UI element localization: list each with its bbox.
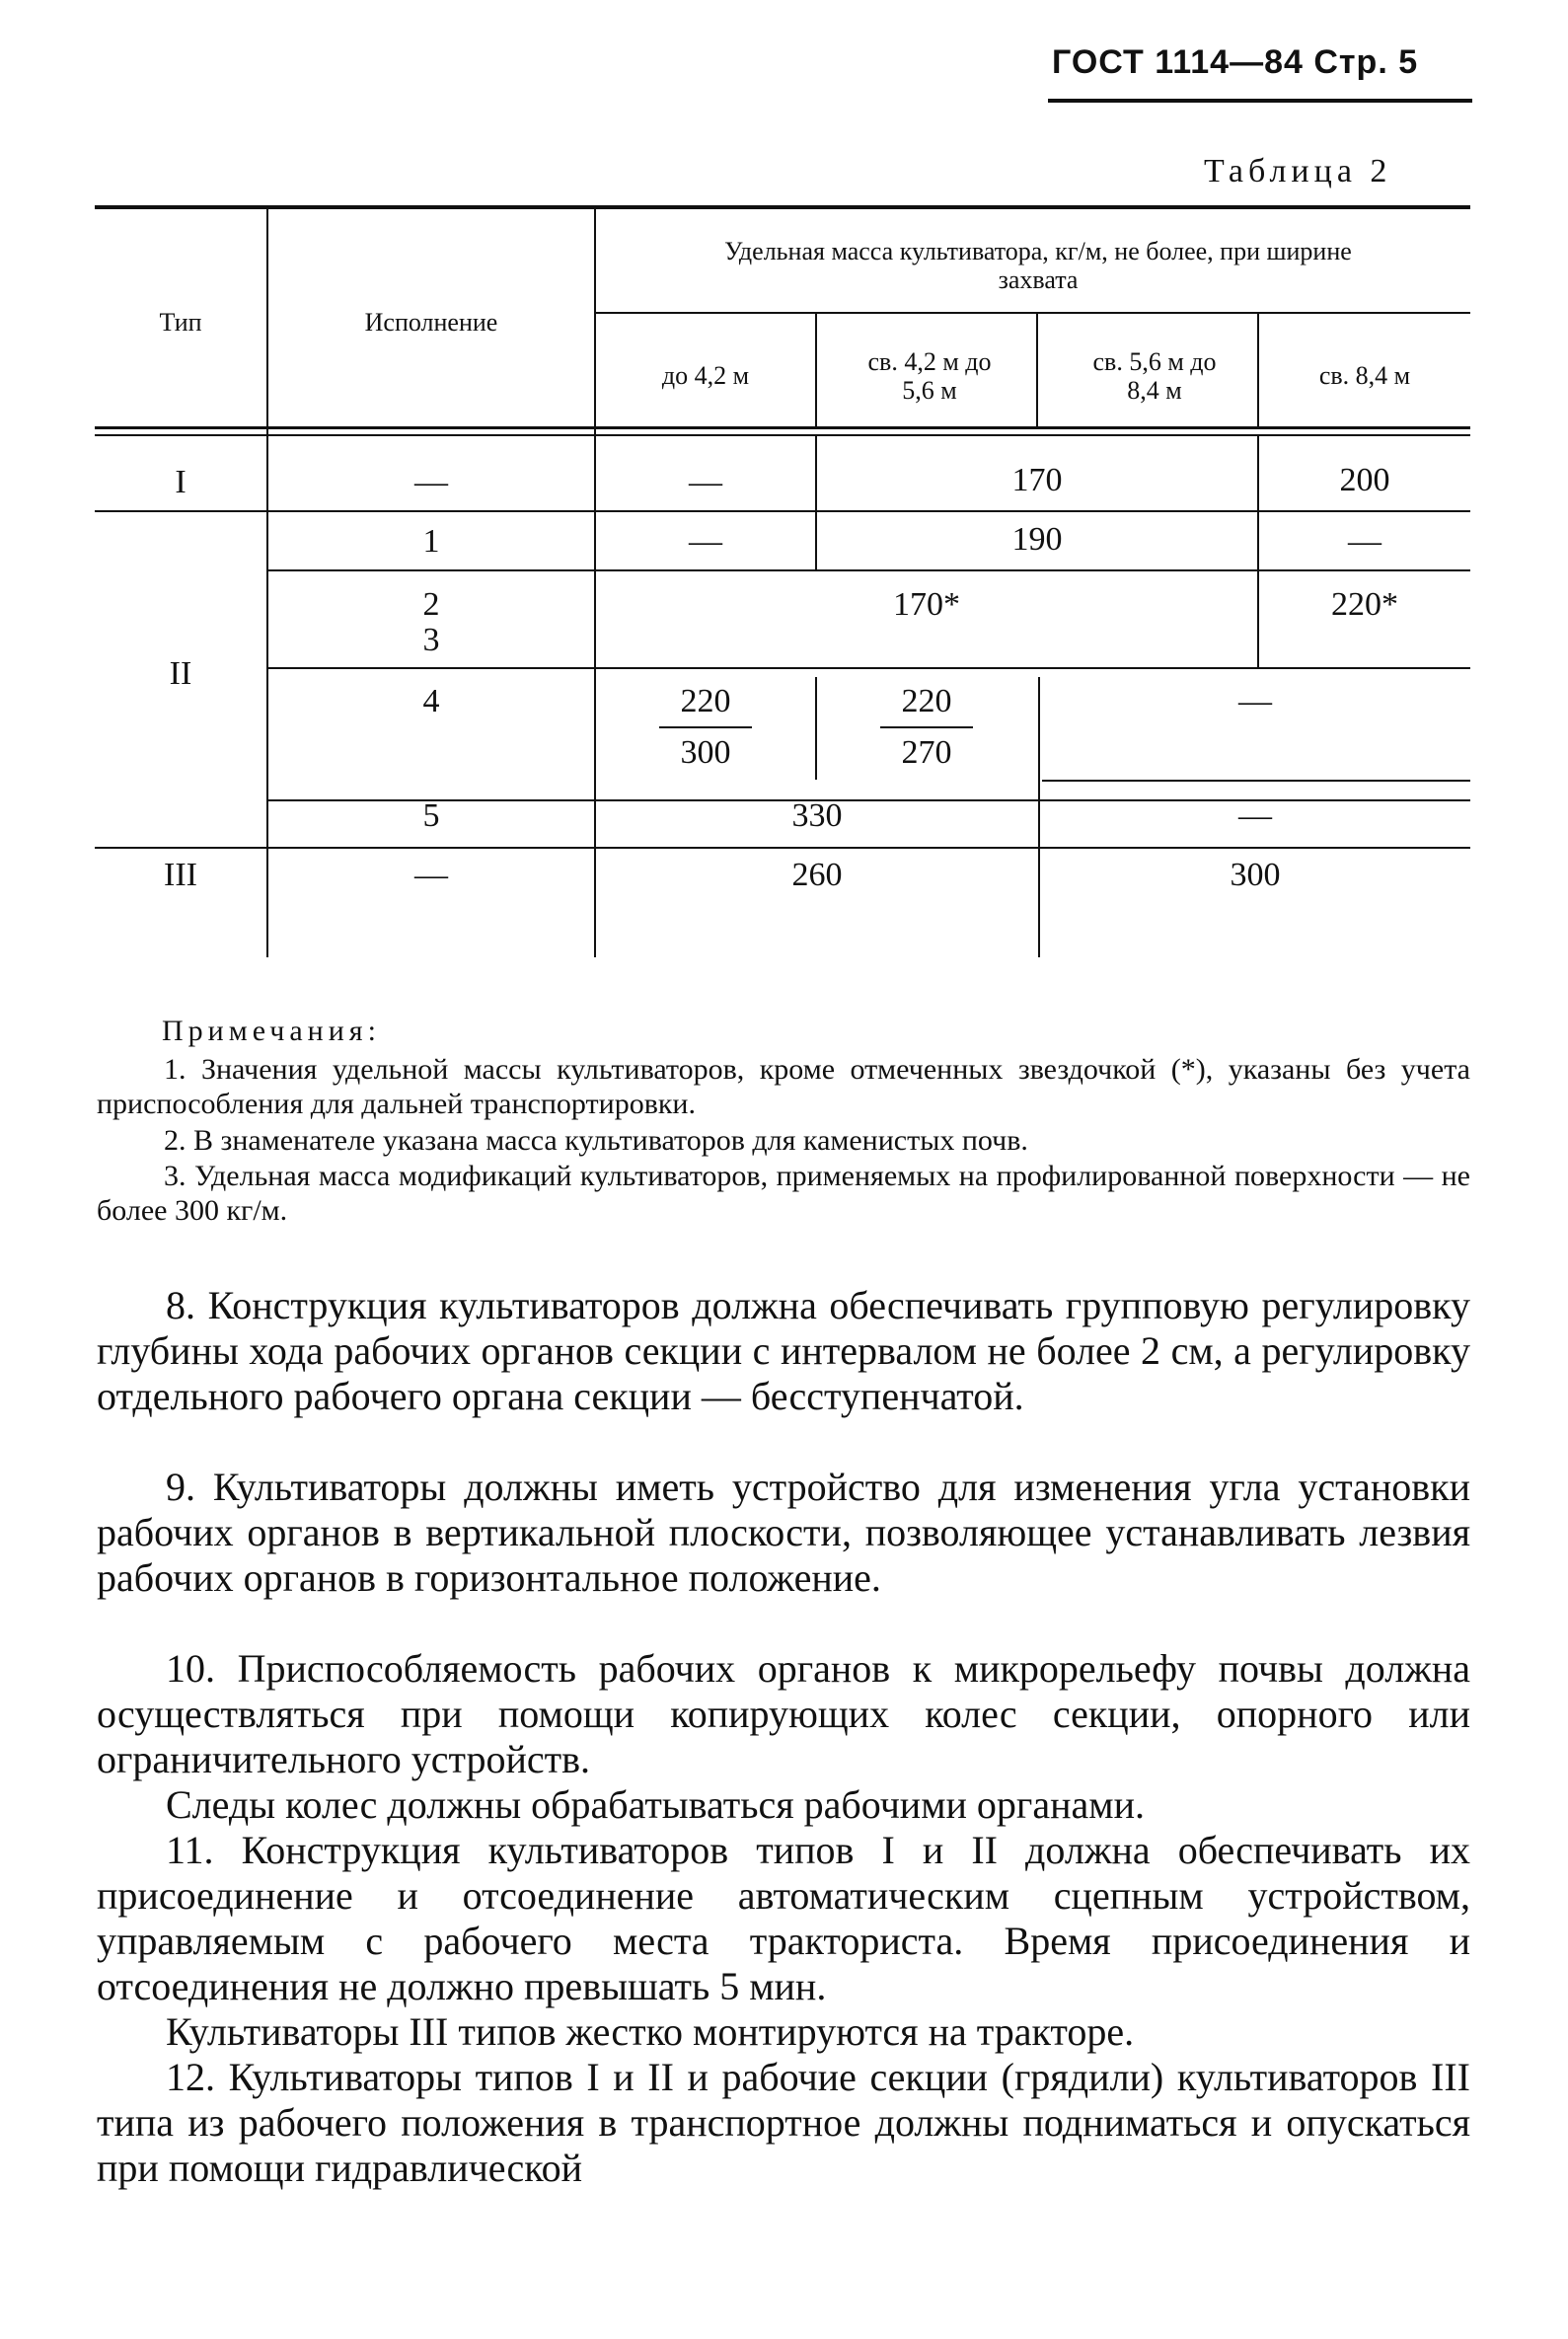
row2-variant: 1 xyxy=(422,523,440,560)
row4-col2-fraction-bar xyxy=(880,726,973,728)
row5-variant: 5 xyxy=(422,797,440,834)
col-rule-1-head xyxy=(815,312,817,426)
row-rule-5 xyxy=(95,847,1470,849)
row-rule-2 xyxy=(266,569,1470,571)
paragraph-11: 11. Конструкция культиваторов типов I и II должна обеспечивать их присоединение и отсоединение автоматическим сцепным устройством, управляемым с рабочего места тракториста. Время присоединения и отсоединения не должно превышать 5 мин. xyxy=(97,1828,1470,2008)
note-2: 2. В знаменателе указана масса культиваторов для каменистых почв. xyxy=(164,1124,1028,1157)
header-sub-rule xyxy=(596,312,1470,314)
row-rule-1 xyxy=(95,510,1470,512)
row1-type: I xyxy=(175,464,187,500)
note-1: 1. Значения удельной массы культиваторов, кроме отмеченных звездочкой (*), указаны без учета приспособления для дальней транспортировки. xyxy=(97,1053,1470,1120)
paragraph-8: 8. Конструкция культиваторов должна обеспечивать групповую регулировку глубины хода рабочих органов секции с интервалом не более 2 см, а регулировку отдельного рабочего органа секции — бесступенчатой. xyxy=(97,1283,1470,1418)
row6-type: III xyxy=(164,857,197,893)
header-variant: Исполнение xyxy=(364,308,498,337)
row4-col1-fraction-bar xyxy=(659,726,752,728)
header-col-3: св. 5,6 м до 8,4 м xyxy=(1092,347,1217,405)
notes-title: Примечания: xyxy=(162,1015,381,1047)
table-top-rule xyxy=(95,205,1470,209)
header-col-1: до 4,2 м xyxy=(661,361,750,390)
header-type: Тип xyxy=(159,308,202,337)
header-rule xyxy=(1048,99,1472,103)
row4-col1-denominator: 300 xyxy=(680,734,731,771)
row2-col4: — xyxy=(1348,523,1381,560)
header-bottom-rule-2 xyxy=(95,434,1470,436)
row3-variant-a: 2 xyxy=(422,586,440,623)
row4-col2-denominator: 270 xyxy=(901,734,952,771)
type-ii: II xyxy=(169,655,192,692)
header-col-4: св. 8,4 м xyxy=(1318,361,1411,390)
col-rule-variant xyxy=(594,207,596,957)
note-3: 3. Удельная масса модификаций культиваторов, применяемых на профилированной поверхности — не более 300 кг/м. xyxy=(97,1160,1470,1227)
row2-col23: 190 xyxy=(1011,521,1063,558)
header-col-2: св. 4,2 м до 5,6 м xyxy=(867,347,992,405)
row1-variant: — xyxy=(414,464,448,500)
row4-variant: 4 xyxy=(422,683,440,719)
row3-col4: 220* xyxy=(1331,586,1398,623)
row1-col4: 200 xyxy=(1339,462,1390,498)
page-header: ГОСТ 1114—84 Стр. 5 xyxy=(1052,43,1419,81)
table-title: Таблица 2 xyxy=(1204,153,1392,189)
row1-col23: 170 xyxy=(1011,462,1063,498)
row-rule-4a xyxy=(1042,780,1470,782)
paragraph-9: 9. Культиваторы должны иметь устройство для изменения угла установки рабочих органов в вертикальной плоскости, позволяющее устанавливать лезвия рабочих органов в горизонтальное положение. xyxy=(97,1465,1470,1600)
row5-col34: — xyxy=(1238,797,1272,834)
paragraph-12: 12. Культиваторы типов I и II и рабочие секции (грядили) культиваторов III типа из рабочего положения в транспортное должны подниматься и опускаться при помощи гидравлической xyxy=(97,2055,1470,2190)
row1-col1: — xyxy=(689,464,722,500)
row6-variant: — xyxy=(414,857,448,893)
header-bottom-rule xyxy=(95,426,1470,429)
row4-col34: — xyxy=(1238,683,1272,719)
paragraph-wheel-tracks: Следы колес должны обрабатываться рабочими органами. xyxy=(166,1782,1145,1827)
row4-col1-numerator: 220 xyxy=(680,683,731,719)
row6-col12: 260 xyxy=(791,857,843,893)
row5-col12: 330 xyxy=(791,797,843,834)
row3-variant-b: 3 xyxy=(422,622,440,658)
row2-col1: — xyxy=(689,523,722,560)
row6-col34: 300 xyxy=(1230,857,1281,893)
row-rule-3 xyxy=(266,667,1470,669)
paragraph-type-iii: Культиваторы III типов жестко монтируются на тракторе. xyxy=(166,2009,1135,2054)
col-rule-2-head xyxy=(1036,312,1038,426)
header-group: Удельная масса культиватора, кг/м, не более, при ширине захвата xyxy=(724,237,1352,294)
row3-col123: 170* xyxy=(893,586,960,623)
paragraph-10: 10. Приспособляемость рабочих органов к микрорельефу почвы должна осуществляться при помощи копирующих колес секции, опорного или ограничительного устройств. xyxy=(97,1646,1470,1781)
row4-col2-numerator: 220 xyxy=(901,683,952,719)
